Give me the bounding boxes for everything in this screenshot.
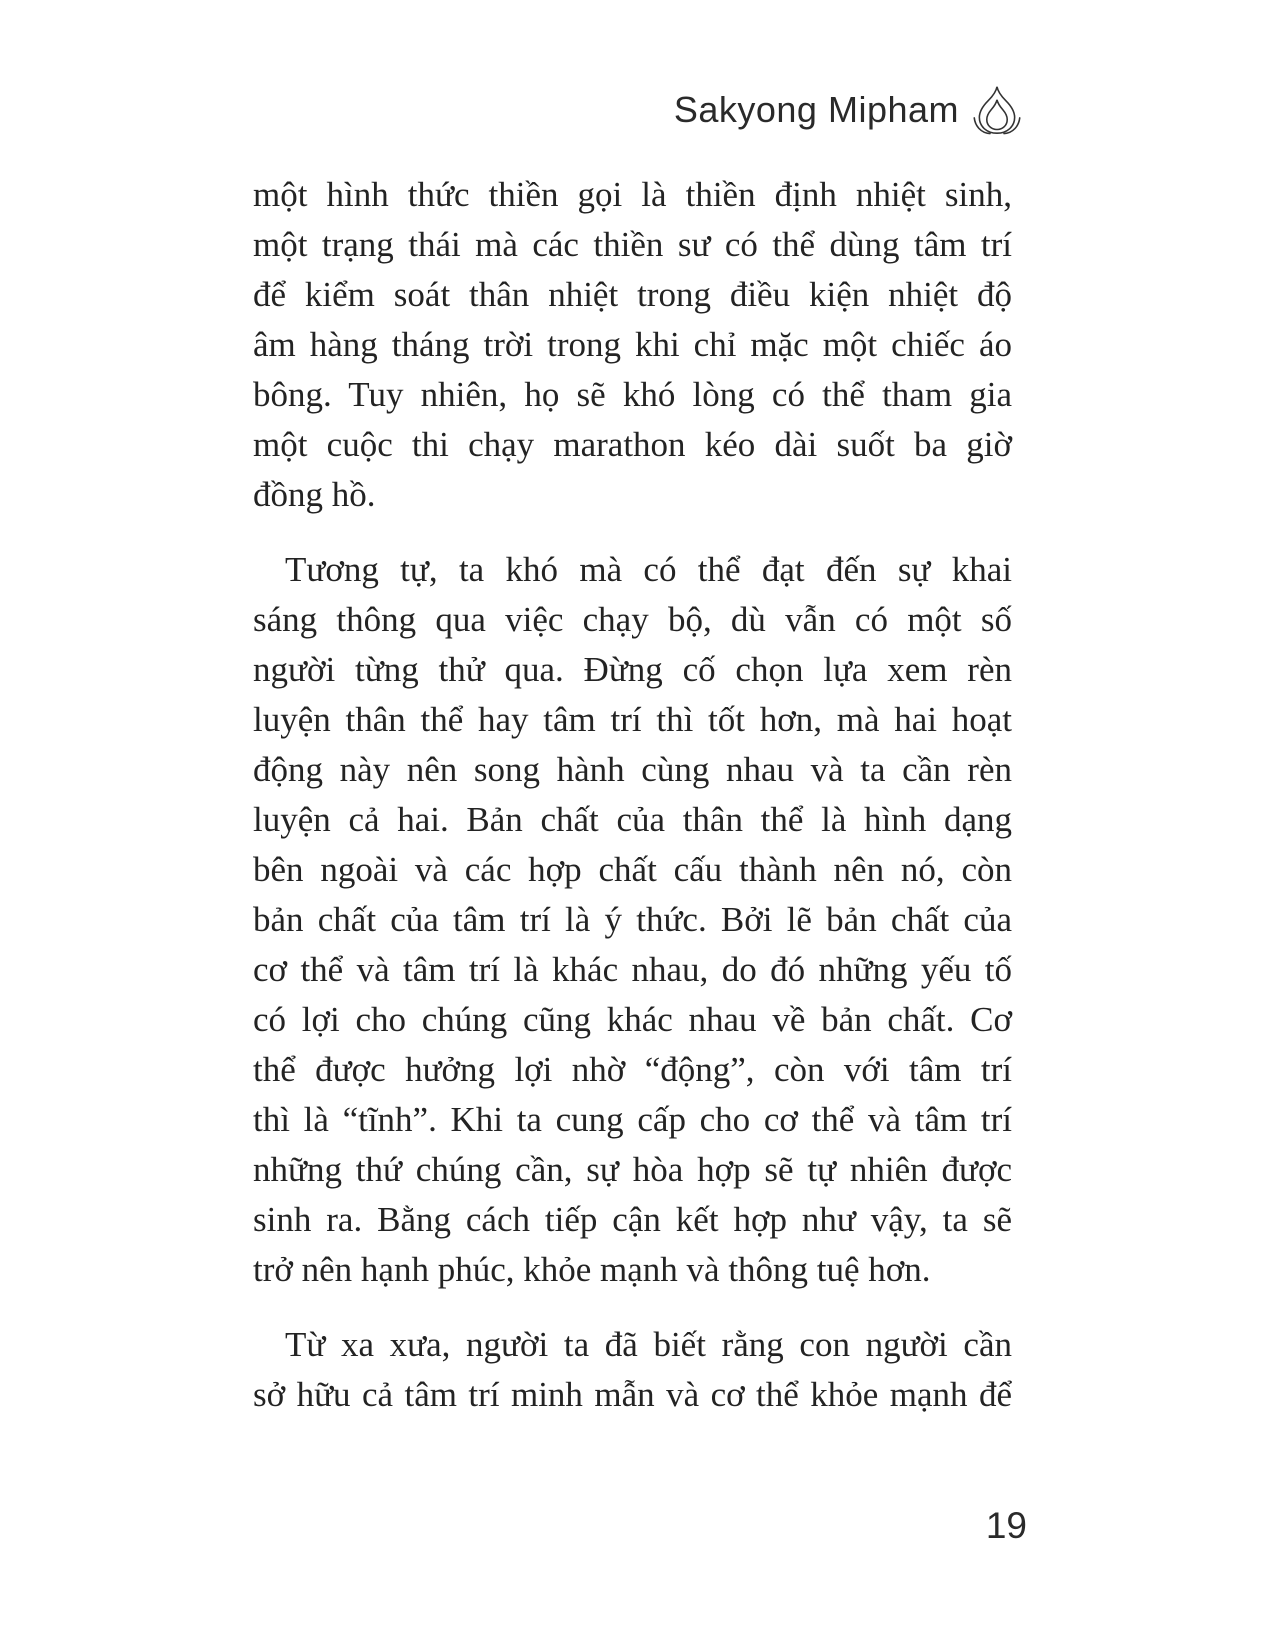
text-line: động này nên song hành cùng nhau và ta cần rèn [253, 750, 1012, 789]
page-header [674, 84, 1022, 136]
text-line: những thứ chúng cần, sự hòa hợp sẽ tự nhiên được [253, 1150, 1012, 1189]
text-line: bản chất của tâm trí là ý thức. Bởi lẽ bản chất của [253, 900, 1012, 939]
paragraph [253, 545, 1012, 1295]
text-line: trở nên hạnh phúc, khỏe mạnh và thông tuệ hơn. [253, 1250, 931, 1289]
text-line: bên ngoài và các hợp chất cấu thành nên nó, còn [253, 850, 1012, 889]
text-line: người từng thử qua. Đừng cố chọn lựa xem rèn [253, 650, 1012, 689]
paragraph [253, 170, 1012, 520]
text-line: thì là “tĩnh”. Khi ta cung cấp cho cơ thể và tâm trí [253, 1100, 1012, 1139]
text-line: để kiểm soát thân nhiệt trong điều kiện nhiệt độ [253, 275, 1012, 314]
text-line: luyện thân thể hay tâm trí thì tốt hơn, mà hai hoạt [253, 700, 1012, 739]
text-line: một hình thức thiền gọi là thiền định nhiệt sinh, [253, 175, 1012, 214]
lotus-drop-icon [972, 84, 1022, 136]
text-line: Tương tự, ta khó mà có thể đạt đến sự khai [285, 550, 1012, 589]
text-line: có lợi cho chúng cũng khác nhau về bản chất. Cơ [253, 1000, 1012, 1039]
text-line: thể được hưởng lợi nhờ “động”, còn với tâm trí [253, 1050, 1012, 1089]
text-line: đồng hồ. [253, 475, 376, 514]
paragraph [253, 1320, 1012, 1420]
text-line: một cuộc thi chạy marathon kéo dài suốt ba giờ [253, 425, 1012, 464]
text-line: âm hàng tháng trời trong khi chỉ mặc một chiếc áo [253, 325, 1012, 364]
text-line: một trạng thái mà các thiền sư có thể dùng tâm trí [253, 225, 1012, 264]
text-line: luyện cả hai. Bản chất của thân thể là hình dạng [253, 800, 1012, 839]
text-line: sáng thông qua việc chạy bộ, dù vẫn có một số [253, 600, 1012, 639]
text-line: Từ xa xưa, người ta đã biết rằng con người cần [285, 1325, 1012, 1364]
text-line: bông. Tuy nhiên, họ sẽ khó lòng có thể tham gia [253, 375, 1012, 414]
text-line: sở hữu cả tâm trí minh mẫn và cơ thể khỏe mạnh để [253, 1375, 1012, 1414]
body-text [253, 170, 1012, 1420]
author-name: Sakyong Mipham [673, 89, 959, 130]
text-line: sinh ra. Bằng cách tiếp cận kết hợp như vậy, ta sẽ [253, 1200, 1012, 1239]
text-line: cơ thể và tâm trí là khác nhau, do đó những yếu tố [253, 950, 1012, 989]
page-number: 19 [985, 1505, 1027, 1546]
